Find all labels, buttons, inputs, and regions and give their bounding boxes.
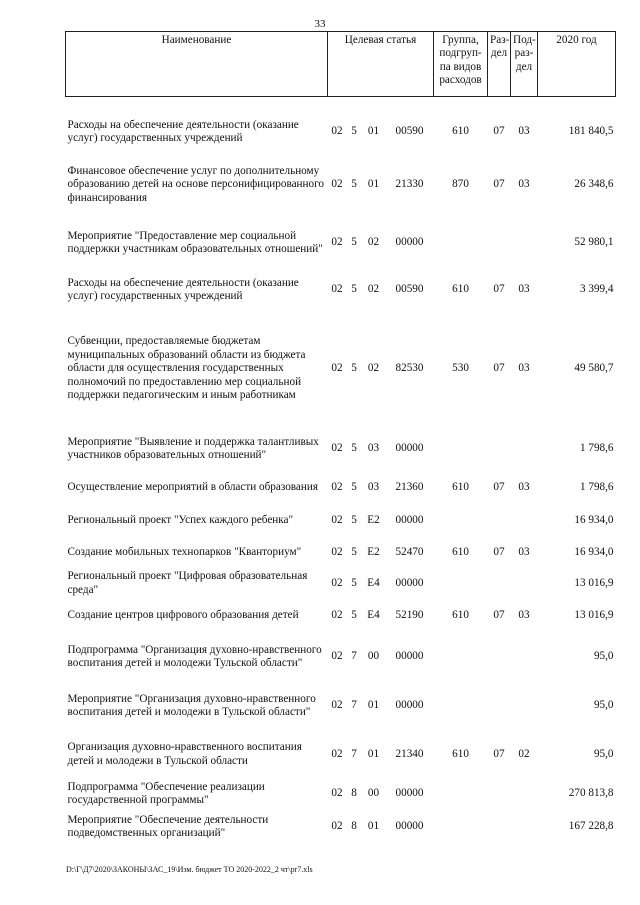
cell-c3: E2 [367, 546, 380, 559]
cell-amount: 52 980,1 [574, 236, 614, 249]
cell-c3: E4 [367, 576, 380, 589]
cell-c2: 7 [351, 699, 357, 712]
cell-subsection: 03 [518, 362, 530, 375]
cell-group: 870 [452, 178, 469, 191]
cell-c3: 01 [367, 747, 380, 760]
cell-c2: 8 [351, 787, 357, 800]
cell-c2: 5 [351, 178, 357, 191]
cell-c2: 5 [351, 236, 357, 249]
cell-amount: 167 228,8 [568, 820, 614, 833]
cell-group [434, 427, 488, 471]
cell-c2: 8 [351, 820, 357, 833]
cell-section: 07 [493, 283, 505, 296]
cell-c4: 21340 [395, 747, 424, 760]
cell-section: 07 [493, 546, 505, 559]
cell-c1: 02 [331, 514, 343, 527]
cell-c4: 00000 [395, 787, 424, 800]
table-row [66, 153, 616, 217]
cell-group: 610 [452, 125, 469, 138]
cell-c4: 00000 [395, 650, 424, 663]
cell-c3: 02 [367, 236, 380, 249]
table-row [66, 111, 616, 153]
header-section: Раз-дел [488, 32, 511, 97]
cell-subsection: 03 [518, 283, 530, 296]
cell-section [488, 568, 511, 599]
table-row [66, 599, 616, 633]
cell-amount: 3 399,4 [579, 283, 614, 296]
cell-group: 610 [452, 283, 469, 296]
cell-c2: 5 [351, 283, 357, 296]
cell-group [434, 810, 488, 844]
cell-c2: 5 [351, 442, 357, 455]
cell-c1: 02 [331, 576, 343, 589]
page-number: 33 [314, 18, 326, 30]
cell-c2: 5 [351, 546, 357, 559]
table-row [66, 311, 616, 427]
cell-c4: 52470 [395, 546, 424, 559]
cell-c3: 01 [367, 125, 380, 138]
table-row [66, 504, 616, 538]
cell-c3: 01 [367, 178, 380, 191]
cell-section [488, 217, 511, 269]
file-path-footer: D:\Г\Д7\2020\ЗАКОНЫ\ЗАС_19\Изм. бюджет ТО 2020-2022_2 чт\pr7.xls [66, 865, 313, 874]
cell-amount: 1 798,6 [579, 442, 614, 455]
cell-section: 07 [493, 609, 505, 622]
cell-name: Создание центров цифрового образования детей [67, 609, 299, 622]
cell-section: 07 [493, 362, 505, 375]
cell-name: Организация духовно-нравственного воспитания детей и молодежи в Тульской области [67, 741, 302, 767]
table-row [66, 731, 616, 778]
cell-c1: 02 [331, 820, 343, 833]
table-row [66, 778, 616, 810]
cell-c4: 00000 [395, 514, 424, 527]
cell-c3: E4 [367, 609, 380, 622]
cell-name: Мероприятие "Обеспечение деятельности подведомственных организаций" [67, 813, 269, 839]
table-row [66, 217, 616, 269]
cell-subsection [511, 633, 538, 681]
cell-subsection [511, 217, 538, 269]
cell-c1: 02 [331, 699, 343, 712]
cell-c1: 02 [331, 178, 343, 191]
cell-amount: 181 840,5 [568, 125, 614, 138]
table-row [66, 568, 616, 599]
cell-group [434, 217, 488, 269]
cell-name: Региональный проект "Успех каждого ребенка" [67, 514, 294, 527]
cell-section: 07 [493, 178, 505, 191]
cell-c4: 52190 [395, 609, 424, 622]
cell-c4: 21360 [395, 480, 424, 493]
cell-subsection: 03 [518, 609, 530, 622]
table-row [66, 681, 616, 731]
cell-subsection: 03 [518, 178, 530, 191]
cell-c2: 5 [351, 576, 357, 589]
cell-c3: 01 [367, 699, 380, 712]
header-year: 2020 год [538, 32, 616, 97]
cell-c3: E2 [367, 514, 380, 527]
cell-amount: 16 934,0 [574, 514, 614, 527]
cell-c1: 02 [331, 236, 343, 249]
cell-amount: 13 016,9 [574, 609, 614, 622]
cell-group: 610 [452, 480, 469, 493]
table-row [66, 810, 616, 844]
cell-c2: 7 [351, 747, 357, 760]
cell-section [488, 681, 511, 731]
cell-c1: 02 [331, 125, 343, 138]
cell-group: 610 [452, 546, 469, 559]
cell-group: 610 [452, 747, 469, 760]
cell-name: Мероприятие "Предоставление мер социальной поддержки участникам образовательных отношений" [67, 229, 323, 255]
cell-name: Расходы на обеспечение деятельности (оказание услуг) государственных учреждений [67, 276, 299, 302]
cell-amount: 95,0 [593, 650, 614, 663]
cell-c3: 00 [367, 650, 380, 663]
cell-amount: 270 813,8 [568, 787, 614, 800]
cell-section: 07 [493, 747, 505, 760]
cell-name: Осуществление мероприятий в области образования [67, 480, 319, 493]
cell-c1: 02 [331, 442, 343, 455]
cell-c3: 01 [367, 820, 380, 833]
cell-c1: 02 [331, 362, 343, 375]
cell-c4: 00590 [395, 283, 424, 296]
cell-subsection [511, 810, 538, 844]
cell-c2: 5 [351, 125, 357, 138]
cell-amount: 16 934,0 [574, 546, 614, 559]
cell-c2: 5 [351, 362, 357, 375]
cell-c3: 03 [367, 442, 380, 455]
cell-c4: 00590 [395, 125, 424, 138]
cell-c2: 5 [351, 609, 357, 622]
cell-name: Подпрограмма "Обеспечение реализации государственной программы" [67, 780, 265, 806]
cell-c4: 82530 [395, 362, 424, 375]
cell-c3: 02 [367, 283, 380, 296]
header-name: Наименование [66, 32, 328, 97]
cell-name: Региональный проект "Цифровая образовательная среда" [67, 570, 308, 596]
table-row [66, 633, 616, 681]
cell-amount: 26 348,6 [574, 178, 614, 191]
cell-section [488, 778, 511, 810]
cell-c4: 00000 [395, 236, 424, 249]
table-body [66, 97, 616, 845]
cell-c1: 02 [331, 546, 343, 559]
cell-section [488, 633, 511, 681]
cell-section [488, 504, 511, 538]
header-target: Целевая статья [328, 32, 434, 97]
cell-subsection: 03 [518, 480, 530, 493]
cell-section [488, 810, 511, 844]
cell-c1: 02 [331, 747, 343, 760]
cell-c1: 02 [331, 283, 343, 296]
table-row [66, 269, 616, 311]
cell-c2: 5 [351, 480, 357, 493]
cell-group [434, 681, 488, 731]
cell-subsection [511, 427, 538, 471]
spacer-row [66, 97, 616, 112]
cell-c2: 7 [351, 650, 357, 663]
cell-name: Подпрограмма "Организация духовно-нравственного воспитания детей и молодежи Тульской области" [67, 643, 322, 669]
cell-amount: 49 580,7 [574, 362, 614, 375]
cell-c1: 02 [331, 609, 343, 622]
table-row [66, 471, 616, 504]
cell-c1: 02 [331, 480, 343, 493]
cell-group [434, 504, 488, 538]
cell-group [434, 633, 488, 681]
cell-c4: 00000 [395, 820, 424, 833]
header-subsection: Под-раз-дел [511, 32, 538, 97]
cell-c4: 21330 [395, 178, 424, 191]
cell-c2: 5 [351, 514, 357, 527]
budget-table [65, 31, 616, 844]
cell-name: Финансовое обеспечение услуг по дополнительному образованию детей на основе персонифицированного финансирования [67, 164, 325, 204]
cell-amount: 1 798,6 [579, 480, 614, 493]
cell-group: 610 [452, 609, 469, 622]
cell-group [434, 568, 488, 599]
cell-name: Расходы на обеспечение деятельности (оказание услуг) государственных учреждений [67, 118, 299, 144]
cell-amount: 13 016,9 [574, 576, 614, 589]
cell-subsection: 03 [518, 125, 530, 138]
cell-name: Мероприятие "Выявление и поддержка талантливых участников образовательных отношений" [67, 435, 319, 461]
cell-section: 07 [493, 125, 505, 138]
cell-subsection [511, 504, 538, 538]
cell-subsection [511, 681, 538, 731]
cell-section: 07 [493, 480, 505, 493]
cell-subsection [511, 778, 538, 810]
cell-section [488, 427, 511, 471]
cell-group [434, 778, 488, 810]
cell-c4: 00000 [395, 442, 424, 455]
cell-name: Мероприятие "Организация духовно-нравственного воспитания детей и молодежи в Тульской области" [67, 692, 316, 718]
cell-name: Создание мобильных технопарков "Кванториум" [67, 546, 302, 559]
table-row [66, 538, 616, 568]
header-group: Группа, подгруп-па видов расходов [434, 32, 488, 97]
cell-subsection [511, 568, 538, 599]
cell-name: Субвенции, предоставляемые бюджетам муниципальных образований области из бюджета области для осуществления государственных полномочий по предоставлению мер социальной поддержки педагогическим и иным работникам [67, 335, 306, 402]
cell-subsection: 03 [518, 546, 530, 559]
cell-amount: 95,0 [593, 747, 614, 760]
cell-c3: 03 [367, 480, 380, 493]
cell-group: 530 [452, 362, 469, 375]
cell-c1: 02 [331, 650, 343, 663]
cell-c1: 02 [331, 787, 343, 800]
cell-subsection: 02 [518, 747, 530, 760]
table-row [66, 427, 616, 471]
cell-c3: 00 [367, 787, 380, 800]
cell-c3: 02 [367, 362, 380, 375]
cell-c4: 00000 [395, 699, 424, 712]
cell-c4: 00000 [395, 576, 424, 589]
cell-amount: 95,0 [593, 699, 614, 712]
table-header [66, 32, 616, 97]
